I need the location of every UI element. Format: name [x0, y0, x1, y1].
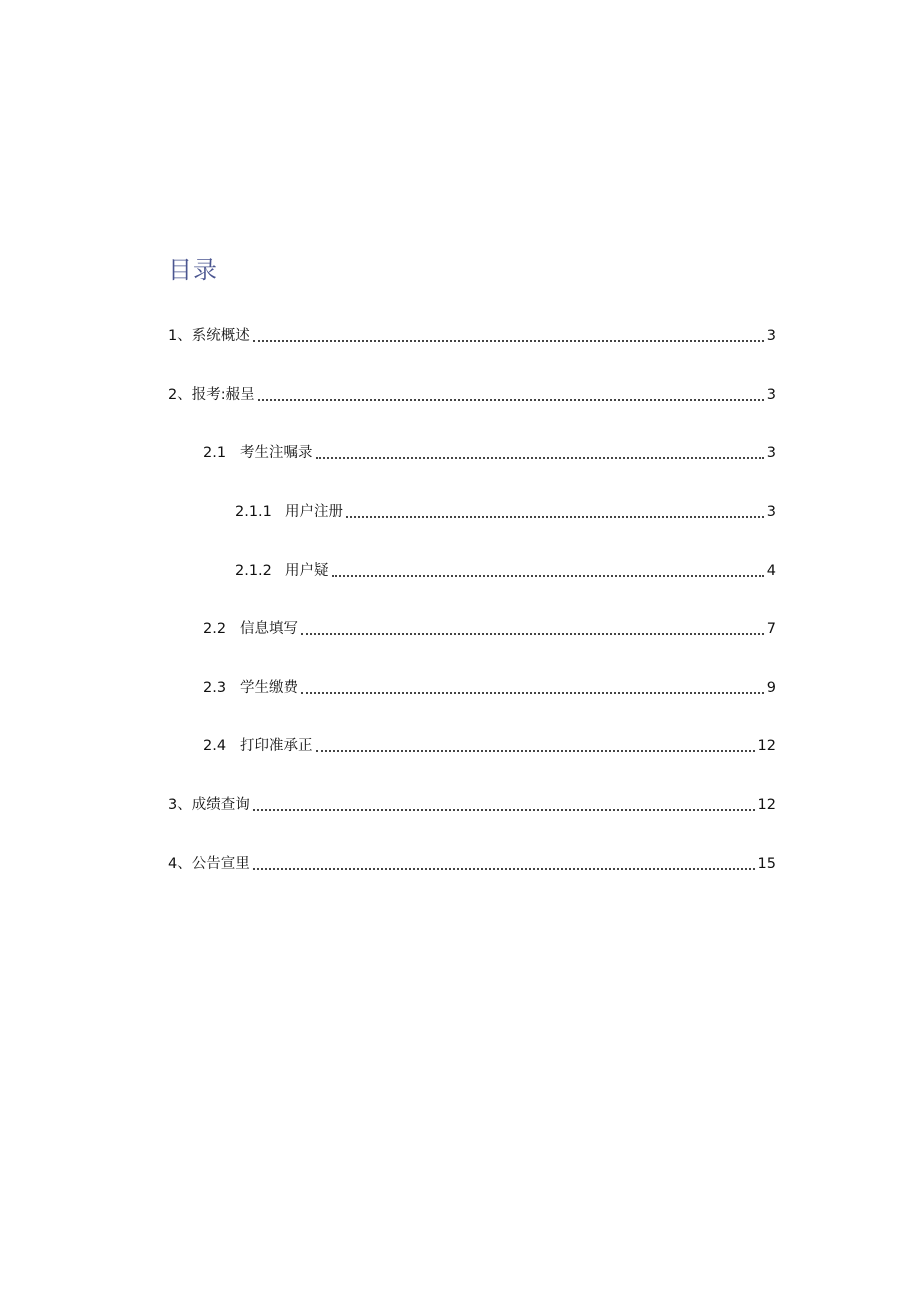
toc-dot-leader: [301, 692, 764, 694]
toc-title: 目录: [168, 256, 218, 284]
toc-entry-2-3[interactable]: [203, 676, 776, 698]
toc-page-number: 12: [757, 797, 776, 813]
toc-entry-2-1[interactable]: [203, 441, 776, 463]
toc-page-number: 3: [766, 445, 776, 461]
toc-entry-2-2[interactable]: [203, 617, 776, 639]
toc-entry-number: 2.1.1: [235, 504, 272, 520]
toc-entry-2-1-1[interactable]: [235, 500, 776, 522]
toc-entry-title: 信息填写: [240, 621, 298, 637]
toc-dot-leader: [253, 809, 755, 811]
toc-page-number: 3: [766, 328, 776, 344]
toc-entry-number: 2.1.2: [235, 563, 272, 579]
toc-entry-title: 成绩查询: [191, 797, 250, 813]
toc-entry-title: 考生注嘱录: [240, 445, 313, 461]
toc-entry-title: 系统概述: [191, 328, 250, 344]
toc-entry-number: 4、: [168, 856, 192, 872]
toc-dot-leader: [316, 457, 764, 459]
toc-dot-leader: [253, 340, 764, 342]
toc-entry-title: 学生缴费: [240, 680, 298, 696]
toc-entry-number: 2、: [168, 387, 192, 403]
toc-page-number: 12: [757, 738, 776, 754]
toc-page-number: 7: [766, 621, 776, 637]
toc-entry-number: 3、: [168, 797, 192, 813]
toc-entry-title: 打印准承正: [240, 738, 313, 754]
toc-entry-number: 1、: [168, 328, 192, 344]
toc-dot-leader: [332, 575, 764, 577]
toc-dot-leader: [316, 750, 755, 752]
toc-entry-2[interactable]: [168, 383, 776, 405]
toc-entry-2-4[interactable]: [203, 734, 776, 756]
toc-page-number: 15: [757, 856, 776, 872]
toc-entry-title: 用户疑: [285, 563, 329, 579]
toc-page-number: 4: [766, 563, 776, 579]
toc-entry-4[interactable]: [168, 852, 776, 874]
toc-page-number: 3: [766, 387, 776, 403]
toc-page-number: 9: [766, 680, 776, 696]
toc-entry-3[interactable]: [168, 793, 776, 815]
toc-entry-title: 公告宣里: [191, 856, 250, 872]
toc-entry-2-1-2[interactable]: [235, 559, 776, 581]
toc-page-number: 3: [766, 504, 776, 520]
toc-dot-leader: [301, 633, 764, 635]
toc-entry-number: 2.2: [203, 621, 227, 637]
toc-dot-leader: [258, 399, 764, 401]
toc-entry-number: 2.1: [203, 445, 227, 461]
toc-dot-leader: [346, 516, 764, 518]
toc-entry-number: 2.3: [203, 680, 227, 696]
toc-dot-leader: [253, 868, 755, 870]
toc-entry-title: 用户注册: [285, 504, 343, 520]
toc-entry-number: 2.4: [203, 738, 227, 754]
toc-entry-title: 报考:赧呈: [191, 387, 255, 403]
toc-entry-1[interactable]: [168, 324, 776, 346]
